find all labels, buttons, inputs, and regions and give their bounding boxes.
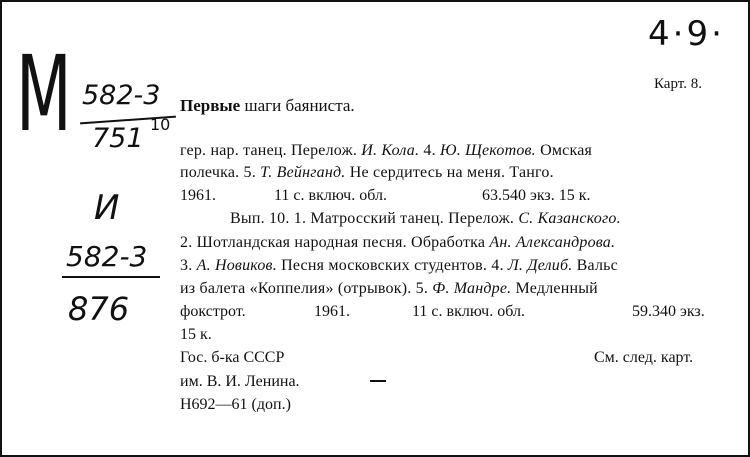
entry-line <box>180 141 592 161</box>
entry-line <box>230 209 621 229</box>
shelfmark-1-top: 582-3 <box>82 80 161 111</box>
shelfmark-2-bottom: 876 <box>68 290 130 328</box>
book-title-bold: Первые <box>180 96 241 115</box>
imprint-genre: фокстрот. <box>180 303 246 320</box>
library-name: Гос. б-ка СССР <box>180 349 285 366</box>
text-run: 2. Шотландская народная песня. Обработка <box>180 234 490 251</box>
imprint-copies: 59.340 экз. <box>632 303 705 320</box>
entry-line <box>180 256 618 276</box>
text-run: Не сердитесь на меня. Танго. <box>345 164 554 181</box>
text-run: Песня московских студентов. 4. <box>276 257 508 274</box>
italic-author-name: Ан. Александрова. <box>489 234 616 251</box>
card-code: Н692—61 (доп.) <box>180 396 291 413</box>
book-title <box>180 96 355 116</box>
imprint-pages: 11 с. включ. обл. <box>274 187 387 204</box>
book-title-rest: шаги баяниста. <box>240 96 355 115</box>
text-run: Медленный <box>511 280 598 297</box>
imprint-pages: 11 с. включ. обл. <box>412 303 525 320</box>
shelfmark-2-top: 582-3 <box>66 240 148 273</box>
text-run: гер. нар. танец. Перелож. <box>180 142 362 159</box>
corner-handwritten-mark: 4·9· <box>648 14 725 54</box>
text-run: Вып. 10. 1. Матросский танец. Перелож. <box>230 210 519 227</box>
italic-author-name: И. Кола. <box>361 142 420 159</box>
entry-line <box>180 279 598 299</box>
text-run: 3. <box>180 257 197 274</box>
entry-line <box>180 163 554 183</box>
imprint-copies: 63.540 экз. 15 к. <box>482 187 591 204</box>
entry-line <box>180 233 615 253</box>
text-run: из балета «Коппелия» (отрывок). 5. <box>180 280 433 297</box>
shelfmark-1-superscript: 10 <box>150 115 171 134</box>
price: 15 к. <box>180 326 212 343</box>
handwritten-letter-i: И <box>94 188 120 228</box>
handwritten-letter-m: М <box>16 33 72 155</box>
imprint-year: 1961. <box>180 187 216 204</box>
italic-author-name: С. Казанского. <box>518 210 621 227</box>
card-number: Карт. 8. <box>654 76 702 92</box>
imprint-year: 1961. <box>314 303 350 320</box>
italic-author-name: Т. Вейнганд. <box>260 164 346 181</box>
text-run: Вальс <box>572 257 618 274</box>
italic-author-name: Ф. Мандре. <box>432 280 512 297</box>
italic-author-name: Л. Делиб. <box>507 257 573 274</box>
shelfmark-1-bottom: 751 <box>92 123 144 154</box>
text-run: полечка. 5. <box>180 164 261 181</box>
shelfmark-2-rule <box>62 276 160 278</box>
italic-author-name: А. Новиков. <box>196 257 277 274</box>
text-run: Омская <box>535 142 593 159</box>
text-run: 4. <box>419 142 440 159</box>
pen-stroke <box>370 380 386 382</box>
library-name-2: им. В. И. Ленина. <box>180 373 300 390</box>
italic-author-name: Ю. Щекотов. <box>440 142 536 159</box>
see-next-card: См. след. карт. <box>594 349 694 366</box>
